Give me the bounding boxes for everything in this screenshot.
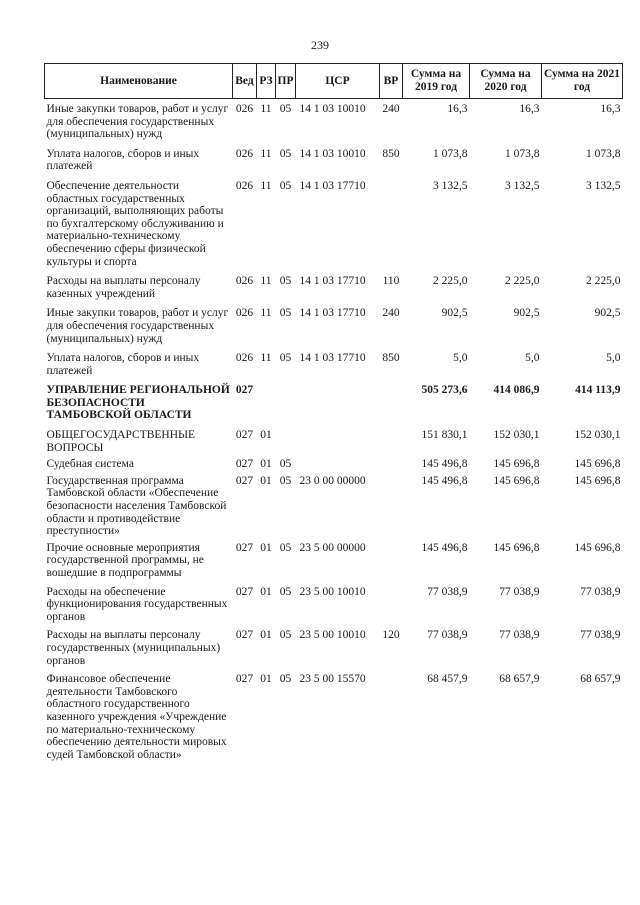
row-rz: 01 bbox=[260, 629, 272, 642]
row-vr: 240 bbox=[382, 307, 400, 320]
row-sum-2019: 16,3 bbox=[447, 103, 468, 115]
row-sum-2020: 1 073,8 bbox=[505, 147, 540, 160]
budget-table bbox=[44, 63, 623, 761]
row-sum-2020: 414 086,9 bbox=[493, 384, 540, 397]
row-rz bbox=[257, 377, 276, 422]
row-vr bbox=[380, 173, 403, 268]
row-sum-2019: 77 038,9 bbox=[427, 629, 468, 642]
row-pr: 05 bbox=[279, 179, 292, 192]
row-vr bbox=[380, 667, 403, 761]
row-name: Расходы на выплаты персоналу государственных (муниципальных) органов bbox=[46, 629, 221, 667]
row-csr bbox=[296, 454, 380, 471]
row-csr: 14 1 03 17710 bbox=[299, 307, 366, 320]
row-csr bbox=[296, 422, 380, 454]
row-ved: 026 bbox=[235, 307, 254, 320]
row-pr bbox=[276, 377, 296, 422]
row-sum-2020: 68 657,9 bbox=[499, 673, 540, 686]
row-csr: 14 1 03 10010 bbox=[299, 103, 366, 115]
row-sum-2020: 145 696,8 bbox=[493, 458, 540, 471]
table-header-row bbox=[45, 64, 623, 99]
row-sum-2020: 3 132,5 bbox=[505, 179, 540, 192]
row-rz: 11 bbox=[260, 352, 272, 365]
row-name: Обеспечение деятельности областных государственных организаций, выполняющих работы по бухгалтерскому обслуживанию и материально-техническому обеспечению сферы физической культуры и спорта bbox=[46, 179, 224, 268]
row-sum-2019: 505 273,6 bbox=[421, 384, 468, 397]
row-csr bbox=[296, 377, 380, 422]
row-sum-2021: 145 696,8 bbox=[574, 458, 621, 471]
row-sum-2019: 68 457,9 bbox=[427, 673, 468, 686]
row-rz: 01 bbox=[260, 458, 272, 471]
row-rz: 11 bbox=[260, 179, 272, 192]
row-rz: 11 bbox=[260, 103, 272, 115]
row-sum-2020: 145 696,8 bbox=[493, 474, 540, 487]
row-ved: 027 bbox=[235, 458, 254, 471]
row-sum-2021: 2 225,0 bbox=[586, 275, 621, 288]
row-sum-2021: 414 113,9 bbox=[575, 384, 621, 397]
row-rz: 01 bbox=[260, 541, 272, 554]
row-pr: 05 bbox=[279, 275, 292, 288]
row-pr: 05 bbox=[279, 474, 292, 487]
row-csr: 23 5 00 10010 bbox=[299, 585, 366, 598]
row-sum-2019: 2 225,0 bbox=[433, 275, 468, 288]
row-sum-2020: 2 225,0 bbox=[505, 275, 540, 288]
row-sum-2021: 16,3 bbox=[600, 103, 621, 115]
row-vr: 120 bbox=[382, 629, 400, 642]
row-sum-2021: 3 132,5 bbox=[586, 179, 621, 192]
table-row bbox=[45, 422, 623, 454]
row-rz: 11 bbox=[260, 147, 272, 160]
row-ved: 027 bbox=[235, 629, 254, 642]
row-csr: 23 5 00 10010 bbox=[299, 629, 366, 642]
row-name: Судебная система bbox=[46, 458, 134, 471]
table-row bbox=[45, 99, 623, 141]
row-name: Финансовое обеспечение деятельности Тамбовского областного государственного казенного учреждения «Учреждение по материально-техническому обеспечению деятельности мировых судей Тамбовской области» bbox=[46, 673, 227, 761]
row-vr bbox=[380, 580, 403, 624]
row-sum-2019: 151 830,1 bbox=[421, 429, 468, 442]
table-row bbox=[45, 345, 623, 377]
row-vr: 110 bbox=[382, 275, 400, 288]
row-vr bbox=[380, 454, 403, 471]
row-vr: 850 bbox=[382, 147, 400, 160]
row-ved: 027 bbox=[235, 474, 254, 487]
row-sum-2021: 77 038,9 bbox=[580, 629, 621, 642]
row-csr: 14 1 03 17710 bbox=[299, 179, 366, 192]
header-sum-2019: Сумма на 2019 год bbox=[403, 64, 470, 99]
row-sum-2020: 77 038,9 bbox=[499, 629, 540, 642]
row-sum-2019: 3 132,5 bbox=[433, 179, 468, 192]
row-sum-2019: 5,0 bbox=[453, 352, 468, 365]
row-pr: 05 bbox=[279, 103, 292, 115]
row-sum-2021: 77 038,9 bbox=[580, 585, 621, 598]
row-ved: 026 bbox=[235, 103, 254, 115]
row-sum-2021: 68 657,9 bbox=[580, 673, 621, 686]
row-csr: 14 1 03 17710 bbox=[299, 275, 366, 288]
row-csr: 14 1 03 10010 bbox=[299, 147, 366, 160]
row-sum-2021: 152 030,1 bbox=[574, 429, 621, 442]
header-name: Наименование bbox=[45, 64, 233, 99]
row-sum-2019: 77 038,9 bbox=[427, 585, 468, 598]
table-row bbox=[45, 454, 623, 471]
row-sum-2021: 145 696,8 bbox=[574, 474, 621, 487]
row-vr bbox=[380, 471, 403, 538]
row-name: Государственная программа Тамбовской области «Обеспечение безопасности населения Тамбовской области и противодействие преступности» bbox=[46, 474, 227, 538]
row-ved: 026 bbox=[235, 352, 254, 365]
header-rz: РЗ bbox=[257, 64, 276, 99]
row-name: Уплата налогов, сборов и иных платежей bbox=[46, 352, 200, 377]
row-ved: 026 bbox=[235, 275, 254, 288]
row-csr: 23 5 00 15570 bbox=[299, 673, 366, 686]
table-row bbox=[45, 471, 623, 538]
row-name: Расходы на выплаты персоналу казенных учреждений bbox=[46, 275, 201, 300]
row-vr: 240 bbox=[382, 103, 400, 115]
table-row bbox=[45, 623, 623, 667]
header-vr: ВР bbox=[380, 64, 403, 99]
row-pr: 05 bbox=[279, 458, 292, 471]
row-pr: 05 bbox=[279, 629, 292, 642]
row-pr: 05 bbox=[279, 541, 292, 554]
header-sum-2020: Сумма на 2020 год bbox=[470, 64, 542, 99]
table-row bbox=[45, 580, 623, 624]
row-csr: 23 5 00 00000 bbox=[299, 541, 366, 554]
row-rz: 11 bbox=[260, 307, 272, 320]
row-sum-2020: 77 038,9 bbox=[499, 585, 540, 598]
header-ved: Вед bbox=[233, 64, 257, 99]
row-sum-2021: 1 073,8 bbox=[586, 147, 621, 160]
table-row bbox=[45, 300, 623, 345]
row-sum-2020: 145 696,8 bbox=[493, 541, 540, 554]
row-sum-2020: 152 030,1 bbox=[493, 429, 540, 442]
row-ved: 027 bbox=[235, 541, 254, 554]
table-row bbox=[45, 377, 623, 422]
table-row bbox=[45, 268, 623, 300]
row-rz: 01 bbox=[260, 474, 272, 487]
row-sum-2020: 902,5 bbox=[513, 307, 540, 320]
row-sum-2019: 1 073,8 bbox=[433, 147, 468, 160]
row-pr: 05 bbox=[279, 673, 292, 686]
row-ved: 026 bbox=[235, 147, 254, 160]
header-sum-2021: Сумма на 2021 год bbox=[542, 64, 623, 99]
row-ved: 027 bbox=[235, 673, 254, 686]
table-row bbox=[45, 538, 623, 580]
row-name: УПРАВЛЕНИЕ РЕГИОНАЛЬНОЙ БЕЗОПАСНОСТИ ТАМБОВСКОЙ ОБЛАСТИ bbox=[46, 384, 230, 422]
row-name: Иные закупки товаров, работ и услуг для обеспечения государственных (муниципальных) нужд bbox=[46, 307, 229, 345]
table-row bbox=[45, 173, 623, 268]
row-sum-2021: 145 696,8 bbox=[574, 541, 621, 554]
row-rz: 01 bbox=[260, 585, 272, 598]
row-vr: 850 bbox=[382, 352, 400, 365]
row-csr: 23 0 00 00000 bbox=[299, 474, 366, 487]
row-sum-2021: 902,5 bbox=[594, 307, 621, 320]
row-sum-2019: 145 496,8 bbox=[421, 541, 468, 554]
row-rz: 11 bbox=[260, 275, 272, 288]
row-name: ОБЩЕГОСУДАРСТВЕННЫЕ ВОПРОСЫ bbox=[46, 429, 196, 454]
row-pr: 05 bbox=[279, 147, 292, 160]
row-sum-2020: 5,0 bbox=[525, 352, 540, 365]
row-sum-2019: 145 496,8 bbox=[421, 458, 468, 471]
row-vr bbox=[380, 377, 403, 422]
row-pr: 05 bbox=[279, 352, 292, 365]
table-row bbox=[45, 667, 623, 761]
header-csr: ЦСР bbox=[296, 64, 380, 99]
row-name: Прочие основные мероприятия государственной программы, не вошедшие в подпрограммы bbox=[46, 541, 204, 579]
row-pr: 05 bbox=[279, 585, 292, 598]
header-pr: ПР bbox=[276, 64, 296, 99]
row-pr bbox=[276, 422, 296, 454]
row-name: Уплата налогов, сборов и иных платежей bbox=[46, 147, 200, 173]
row-sum-2019: 902,5 bbox=[441, 307, 468, 320]
row-rz: 01 bbox=[260, 673, 272, 686]
row-sum-2020: 16,3 bbox=[519, 103, 540, 115]
row-ved: 026 bbox=[235, 179, 254, 192]
row-sum-2021: 5,0 bbox=[606, 352, 621, 365]
row-name: Расходы на обеспечение функционирования государственных органов bbox=[46, 585, 228, 623]
row-sum-2019: 145 496,8 bbox=[421, 474, 468, 487]
row-vr bbox=[380, 538, 403, 580]
table-body bbox=[45, 99, 623, 762]
row-csr: 14 1 03 17710 bbox=[299, 352, 366, 365]
page-number: 239 bbox=[311, 38, 329, 52]
row-name: Иные закупки товаров, работ и услуг для обеспечения государственных (муниципальных) нужд bbox=[46, 103, 229, 141]
row-ved: 027 bbox=[235, 585, 254, 598]
row-ved: 027 bbox=[235, 384, 254, 397]
table-row bbox=[45, 141, 623, 173]
row-rz: 01 bbox=[260, 429, 272, 442]
row-vr bbox=[380, 422, 403, 454]
row-pr: 05 bbox=[279, 307, 292, 320]
row-ved: 027 bbox=[235, 429, 254, 442]
